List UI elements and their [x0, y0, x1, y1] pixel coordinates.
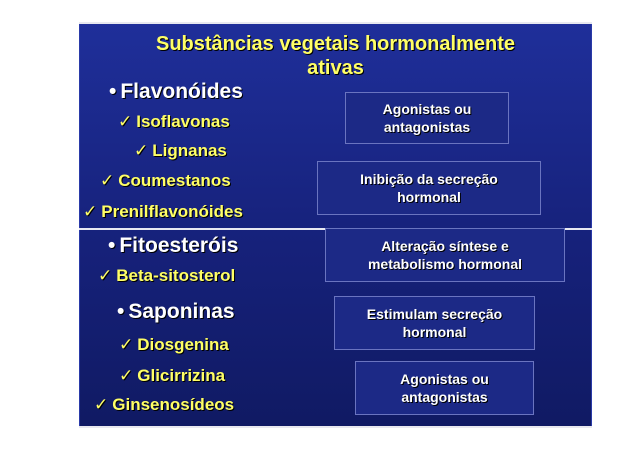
bullet-icon: •	[108, 234, 116, 257]
bullet-icon: •	[109, 80, 117, 103]
heading-label: Flavonóides	[120, 80, 243, 103]
box-line-1: Agonistas ou	[400, 371, 489, 387]
box-line-2: metabolismo hormonal	[367, 256, 523, 272]
item-label: Beta-sitosterol	[116, 266, 236, 285]
item-label: Ginsenosídeos	[112, 395, 235, 414]
item-label: Isoflavonas	[136, 112, 230, 131]
box-line-2: antagonistas	[383, 119, 471, 135]
list-item-diosgenina	[119, 335, 229, 355]
list-item-prenilflavonoides	[83, 202, 243, 222]
box-line-1: Agonistas ou	[382, 101, 472, 117]
title-line-1: Substâncias vegetais hormonalmente	[155, 33, 515, 55]
slide	[79, 22, 592, 428]
effect-box-inibicao	[317, 161, 541, 215]
check-icon: ✓	[100, 171, 115, 190]
check-icon: ✓	[94, 395, 109, 414]
item-label: Lignanas	[152, 141, 227, 160]
box-line-2: hormonal	[397, 189, 461, 205]
top-divider	[79, 22, 592, 24]
box-line-2: antagonistas	[401, 389, 488, 405]
list-item-ginsenosideos	[94, 395, 234, 415]
box-line-2: hormonal	[402, 324, 467, 340]
check-icon: ✓	[98, 266, 113, 285]
check-icon: ✓	[119, 335, 134, 354]
check-icon: ✓	[83, 202, 98, 221]
heading-fitoesterois	[108, 234, 238, 258]
item-label: Glicirrizina	[137, 366, 226, 385]
heading-label: Fitoesteróis	[119, 234, 239, 257]
bottom-divider	[79, 426, 592, 428]
box-line-1: Estimulam secreção	[366, 306, 503, 322]
effect-box-estimulam	[334, 296, 535, 350]
check-icon: ✓	[134, 141, 149, 160]
list-item-lignanas	[134, 141, 227, 161]
box-line-1: Inibição da secreção	[360, 171, 498, 187]
heading-flavonoides	[109, 80, 243, 104]
item-label: Coumestanos	[118, 171, 231, 190]
list-item-isoflavonas	[118, 112, 230, 132]
list-item-coumestanos	[100, 171, 231, 191]
list-item-beta-sitosterol	[98, 266, 235, 286]
list-item-glicirrizina	[119, 366, 225, 386]
title-line-2: ativas	[307, 57, 364, 79]
bullet-icon: •	[117, 300, 125, 323]
effect-box-alteracao	[325, 228, 565, 282]
check-icon: ✓	[119, 366, 134, 385]
heading-label: Saponinas	[128, 300, 235, 323]
heading-saponinas	[117, 300, 235, 324]
item-label: Diosgenina	[137, 335, 229, 354]
slide-title	[79, 32, 592, 80]
effect-box-agonistas-1	[345, 92, 509, 144]
check-icon: ✓	[118, 112, 133, 131]
box-line-1: Alteração síntese e	[381, 238, 509, 254]
effect-box-agonistas-2	[355, 361, 534, 415]
item-label: Prenilflavonóides	[101, 202, 243, 221]
